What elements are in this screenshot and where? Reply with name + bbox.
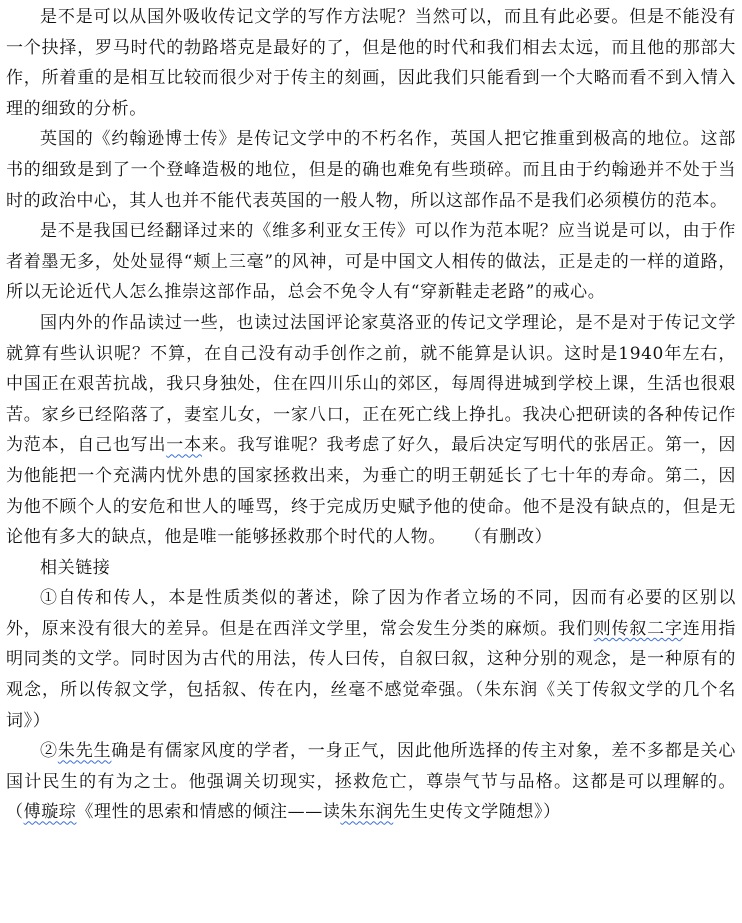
related-link-2-marker: ② [40,741,58,762]
related-links-heading: 相关链接 [40,557,111,578]
paragraph-4 [6,308,736,553]
related-link-2-text-end: 先生史传文学随想》） [393,802,561,823]
related-link-2-text: 确是有儒家风度的学者，一身正气，因此他所选择的传主对象，差不多都是关心国计民生的有为之士。他强调关切现实，拯救危亡，尊崇气节与品格。这都是可以理解的。（ [6,741,736,823]
paragraph-4-text: 国内外的作品读过一些，也读过法国评论家莫洛亚的传记文学理论，是不是对于传记文学就算有些认识呢？不算，在自己没有动手创作之前，就不能算是认识。这时是1940年左右，中国正在艰苦抗战，我只身独处，住在四川乐山的郊区，每周得进城到学校上课，生活也很艰苦。家乡已经陷落了，妻室儿女，一家八口，正在死亡线上挣扎。我决心把研读的各种传记作为范本，自己也写出 [6,312,736,456]
paragraph-4-text-cont: 来。我写谁呢？我考虑了好久，最后决定写明代的张居正。第一，因为他能把一个充满内忧外患的国家拯救出来，为垂亡的明王朝延长了七十年的寿命。第二，因为他不顾个人的安危和世人的唾骂，终于完成历史赋予他的使命。他不是没有缺点的，但是无论他有多大的缺点，他是唯一能够拯救那个时代的人物。 [6,435,737,548]
related-link-1-text: ①自传和传人，本是性质类似的著述，除了因为作者立场的不同，因而有必要的区别以外，原来没有很大的差异。但是在西洋文学里，常会发生分类的麻烦。我们 [6,588,736,639]
paragraph-1: 是不是可以从国外吸收传记文学的写作方法呢？当然可以，而且有此必要。但是不能没有一个抉择，罗马时代的勃路塔克是最好的了，但是他的时代和我们相去太远，而且他的那部大作，所着重的是相互比较而很少对于传主的刻画，因此我们只能看到一个大略而看不到入情入理的细致的分析。 [6,7,736,119]
paragraph-3: 是不是我国已经翻译过来的《维多利亚女王传》可以作为范本呢？应当说是可以，由于作者着墨无多，处处显得“颊上三毫”的风神，可是中国文人相传的做法，正是走的一样的道路，所以无论近代人怎么推崇这部作品，总会不免令人有“穿新鞋走老路”的戒心。 [6,221,736,303]
paragraph-2: 英国的《约翰逊博士传》是传记文学中的不朽名作，英国人把它推重到极高的地位。这部书的细致是到了一个登峰造极的地位，但是的确也难免有些琐碎。而且由于约翰逊并不处于当时的政治中心，其人也并不能代表英国的一般人物，所以这部作品不是我们必须模仿的范本。 [6,129,736,211]
related-link-2 [6,736,736,828]
spellcheck-marked-text: 则传叙二字 [593,618,683,639]
spellcheck-marked-text: 一本 [166,435,202,456]
related-link-2-text-cont: 《理性的思索和情感的倾注——读 [76,802,341,823]
spellcheck-marked-text: 傅璇琮 [23,802,77,823]
related-link-1-text-cont: 连用指明同类的文学。同时因为古代的用法，传人曰传，自叙曰叙，这种分别的观念，是一种原有的观念，所以传叙文学，包括叙、传在内，丝毫不感觉牵强。（朱东润《关丁传叙文学的几个名词》） [6,618,736,731]
related-link-1 [6,583,736,736]
spellcheck-marked-text: 朱先生 [57,741,112,762]
edit-note: （有删改） [472,527,553,548]
spellcheck-marked-text: 朱东润 [340,802,394,823]
